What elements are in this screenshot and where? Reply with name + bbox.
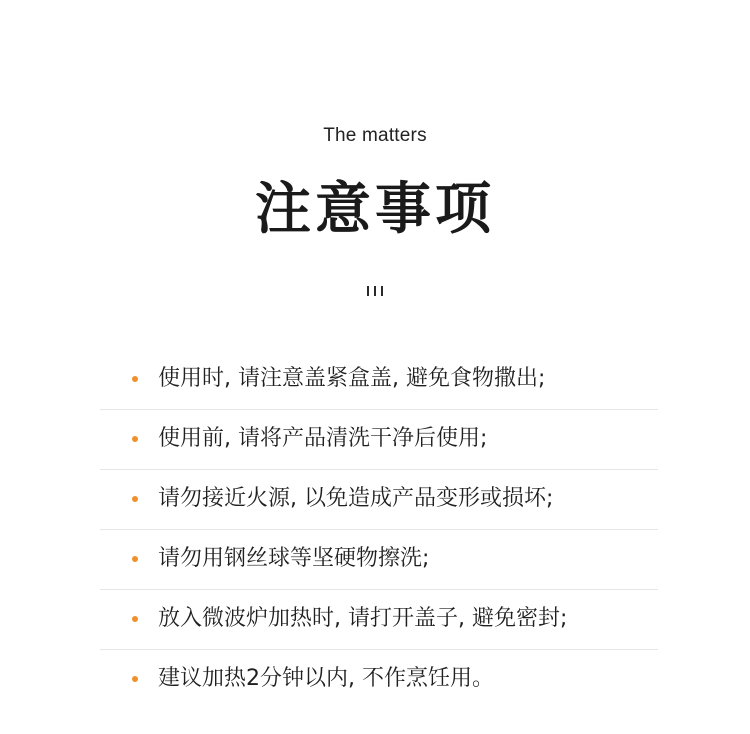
page-subtitle: The matters [323, 125, 427, 146]
list-item [100, 530, 658, 590]
notes-list [100, 350, 658, 710]
note-text: 请勿用钢丝球等坚硬物擦洗; [158, 546, 430, 571]
decorative-tick-marks [367, 286, 387, 298]
note-text: 请勿接近火源, 以免造成产品变形或损坏; [158, 486, 554, 511]
bullet-dot-icon [132, 376, 138, 382]
list-item [100, 350, 658, 410]
bullet-dot-icon [132, 496, 138, 502]
list-item [100, 410, 658, 470]
bullet-dot-icon [132, 556, 138, 562]
bullet-dot-icon [132, 676, 138, 682]
list-item [100, 650, 658, 710]
note-text: 使用前, 请将产品清洗干净后使用; [158, 426, 488, 451]
page-title: 注意事项 [255, 177, 495, 242]
note-text: 使用时, 请注意盖紧盒盖, 避免食物撒出; [158, 366, 546, 391]
list-item [100, 470, 658, 530]
bullet-dot-icon [132, 616, 138, 622]
list-item [100, 590, 658, 650]
bullet-dot-icon [132, 436, 138, 442]
note-text: 建议加热2分钟以内, 不作烹饪用。 [158, 666, 494, 691]
note-text: 放入微波炉加热时, 请打开盖子, 避免密封; [158, 606, 568, 631]
